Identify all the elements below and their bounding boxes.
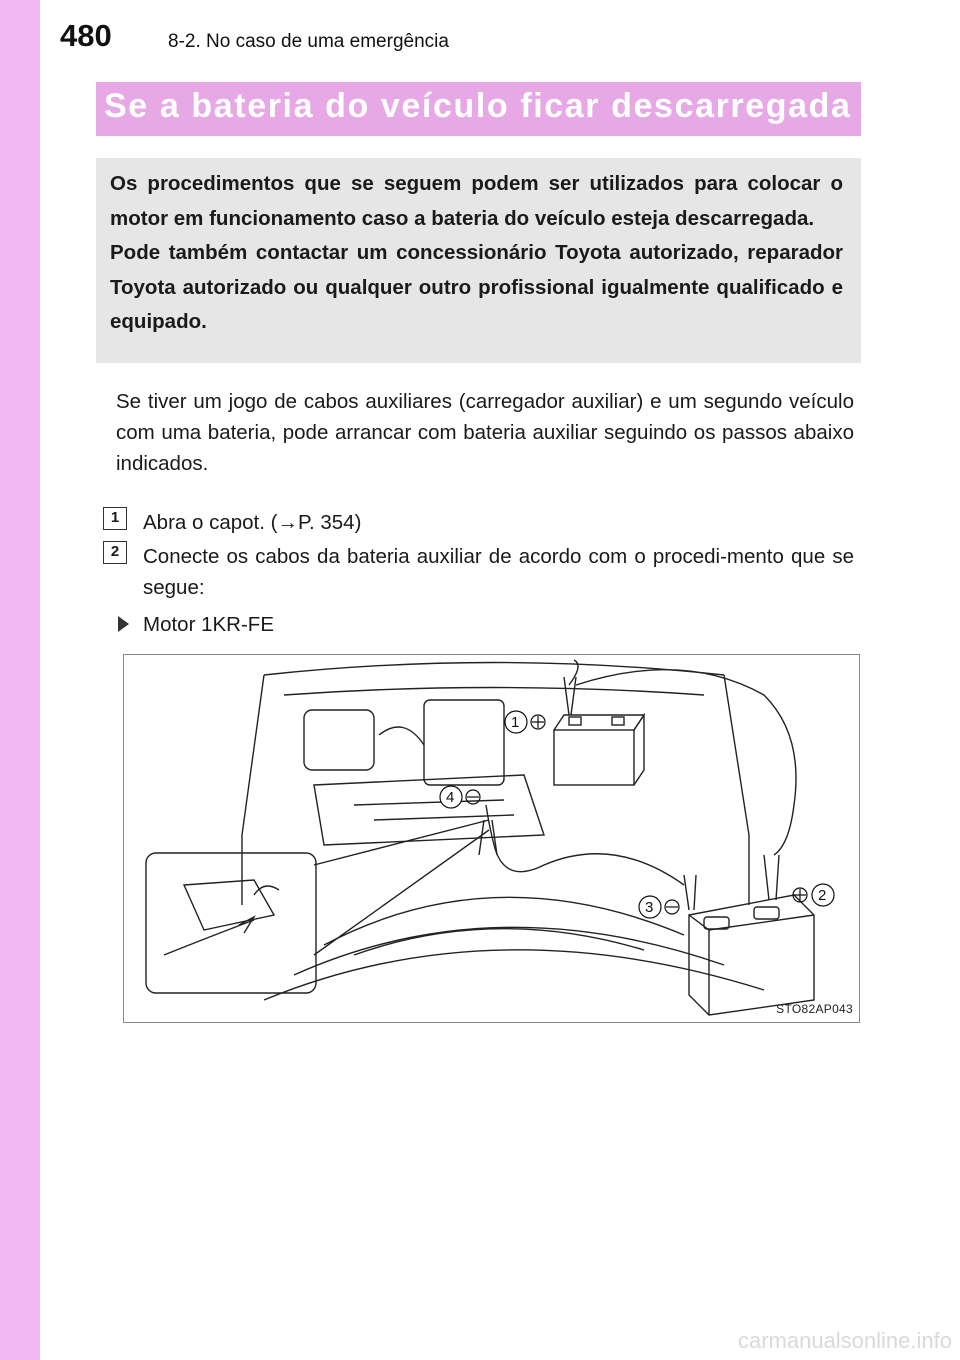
running-header: 8-2. No caso de uma emergência <box>168 31 449 52</box>
step-number-badge: 1 <box>103 507 127 530</box>
bullet-text: Motor 1KR-FE <box>143 613 274 636</box>
callout-2: 2 <box>818 887 827 904</box>
step-text: Abra o capot. (→P. 354) <box>143 511 362 534</box>
intro-box <box>96 158 861 363</box>
section-side-strip <box>0 0 40 1360</box>
intro-paragraph-1: Os procedimentos que se seguem podem ser utilizados para colocar o motor em funcionamento caso a bateria do veículo esteja descarregada. <box>110 172 843 230</box>
callout-3: 3 <box>645 899 654 916</box>
figure-code: STO82AP043 <box>776 1002 853 1016</box>
page-number: 480 <box>60 18 112 53</box>
intro-paragraph-2: Pode também contactar um concessionário Toyota autorizado, reparador Toyota autorizado ou qualquer outro profissional igualmente qualificado e equipado. <box>110 241 843 333</box>
jump-start-figure <box>123 654 860 1023</box>
engine-bullet <box>118 609 718 641</box>
triangle-bullet-icon <box>118 616 129 632</box>
callout-1: 1 <box>511 714 520 731</box>
body-paragraph: Se tiver um jogo de cabos auxiliares (carregador auxiliar) e um segundo veículo com uma bateria, pode arrancar com bateria auxiliar seguindo os passos abaixo indicados. <box>116 390 854 475</box>
engine-bay-illustration <box>124 655 860 1023</box>
step-text: Conecte os cabos da bateria auxiliar de acordo com o procedi-mento que se segue: <box>143 545 854 599</box>
callout-4: 4 <box>446 789 455 806</box>
watermark: carmanualsonline.info <box>737 1328 952 1353</box>
step-number-badge: 2 <box>103 541 127 564</box>
page-title: Se a bateria do veículo ficar descarregada <box>104 87 852 125</box>
